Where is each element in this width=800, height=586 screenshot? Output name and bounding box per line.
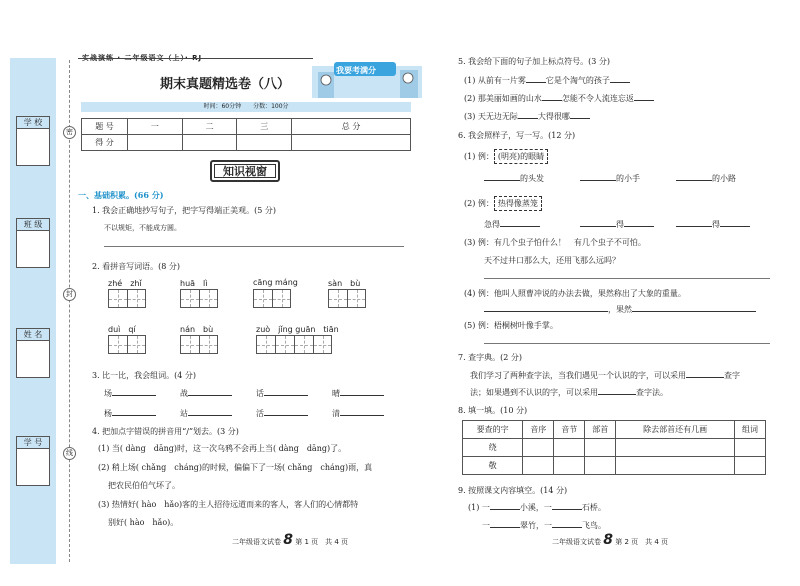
class-field[interactable]: [16, 218, 50, 268]
answer-blank[interactable]: [500, 226, 540, 227]
writing-box[interactable]: [253, 289, 272, 308]
writing-box[interactable]: [347, 289, 366, 308]
q3-item: [104, 408, 156, 419]
q2-prompt: 2. 看拼音写词语。(8 分): [92, 262, 181, 271]
q6-text: ，果然: [608, 305, 632, 314]
q6-1-item: [580, 173, 640, 184]
writing-box[interactable]: [275, 335, 294, 354]
dictionary-answer-cell[interactable]: [585, 439, 616, 457]
q6-1-example: [464, 149, 548, 164]
footer-prefix: 二年级语文试卷: [232, 538, 281, 546]
score-row-label: 得 分: [82, 135, 128, 151]
dictionary-char-cell: 绕: [463, 439, 523, 457]
q9-text: 小溪，一: [519, 503, 552, 512]
answer-blank[interactable]: [580, 180, 616, 181]
example-box: 热得像蒸笼: [494, 196, 542, 211]
q6-2-item: [580, 219, 654, 230]
binding-strip: [10, 58, 56, 564]
dictionary-answer-cell[interactable]: [734, 439, 765, 457]
q7-text: 查字: [724, 371, 740, 380]
q6-2-item: [676, 219, 750, 230]
q6-2-item: [484, 219, 540, 230]
q9-text: 一: [482, 521, 490, 530]
dictionary-answer-cell[interactable]: [616, 439, 735, 457]
q6-2-example: [464, 196, 542, 211]
writing-box[interactable]: [108, 335, 127, 354]
seal-mark-feng: 封: [63, 288, 76, 301]
writing-box[interactable]: [328, 289, 347, 308]
q9-text: 翠竹，一: [520, 521, 552, 530]
answer-blank[interactable]: [490, 509, 520, 510]
pinyin-label: zuò jǐng guān tiān: [256, 325, 339, 334]
score-cell[interactable]: [128, 135, 183, 151]
writing-box[interactable]: [256, 335, 275, 354]
q9-text: (1) 一: [468, 503, 490, 512]
answer-blank[interactable]: [112, 395, 156, 396]
seal-mark-xian: 线: [63, 447, 76, 460]
writing-box[interactable]: [313, 335, 332, 354]
dictionary-answer-cell[interactable]: [554, 457, 585, 475]
answer-blank[interactable]: [264, 395, 308, 396]
q4-item-3[interactable]: (3) 热情好( hào hǎo)客的主人招待远道而来的客人，客人们的心情都特: [98, 500, 359, 509]
score-header-cell: 总 分: [292, 119, 411, 135]
q4-item-2-cont: 把农民伯伯气坏了。: [108, 481, 180, 490]
dictionary-table: [462, 420, 766, 475]
q4-item-3-cont: 别好( hào hǎo)。: [108, 518, 179, 527]
q3-item: [256, 408, 308, 419]
punct-blank[interactable]: [542, 100, 562, 101]
punct-blank[interactable]: [526, 82, 546, 83]
q5-text: 它是个淘气的孩子: [545, 76, 610, 85]
score-cell[interactable]: [237, 135, 292, 151]
q5-prompt: 5. 我会给下面的句子加上标点符号。(3 分): [458, 57, 611, 66]
writing-box[interactable]: [180, 289, 199, 308]
writing-box[interactable]: [294, 335, 313, 354]
q3-item: [256, 388, 308, 399]
score-header-cell: 一: [128, 119, 183, 135]
q3-char: 场: [104, 389, 112, 398]
school-field[interactable]: [16, 116, 50, 166]
q3-prompt: 3. 比一比，我会组词。(4 分): [92, 371, 197, 380]
answer-blank[interactable]: [720, 226, 750, 227]
q7-line-2: [470, 387, 668, 398]
score-table: [81, 118, 411, 151]
q6-prompt: 6. 我会照样子，写一写。(12 分): [458, 131, 576, 140]
answer-blank[interactable]: [676, 180, 712, 181]
score-cell[interactable]: [292, 135, 411, 151]
footer-prefix: 二年级语文试卷: [552, 538, 601, 546]
q6-text: 的小路: [712, 174, 736, 183]
badge-text: 我要考满分: [336, 66, 376, 75]
answer-blank[interactable]: [676, 226, 712, 227]
answer-blank[interactable]: [580, 226, 616, 227]
score-table-header-row: [82, 119, 411, 135]
answer-blank[interactable]: [490, 527, 520, 528]
q5-text: (1) 从前有一片雾: [464, 76, 526, 85]
punct-blank[interactable]: [634, 100, 654, 101]
q3-item: [332, 388, 384, 399]
writing-box[interactable]: [199, 289, 218, 308]
punct-blank[interactable]: [610, 82, 630, 83]
q3-char: 活: [256, 409, 264, 418]
q5-item-3: [464, 111, 590, 122]
table-row: [463, 457, 766, 475]
q6-5-example: (5) 例：梧桐树叶像手掌。: [464, 321, 558, 330]
q7-line-1: [470, 370, 740, 381]
q5-text: 大得很哪: [537, 112, 570, 121]
writing-box[interactable]: [199, 335, 218, 354]
q3-item: [180, 388, 232, 399]
dictionary-header-cell: 组词: [734, 421, 765, 439]
q5-text: (2) 那美丽如画的山水: [464, 94, 542, 103]
table-row: [463, 439, 766, 457]
pinyin-group: [108, 324, 146, 354]
page-1-footer: [232, 532, 348, 548]
answer-blank[interactable]: [112, 415, 156, 416]
q5-text: 怎能不令人流连忘返: [561, 94, 634, 103]
student-id-label: 学 号: [17, 437, 49, 449]
q3-item: [180, 408, 232, 419]
section-banner-text: 知识视窗: [214, 164, 276, 178]
student-id-field[interactable]: [16, 436, 50, 486]
answer-blank[interactable]: [188, 395, 232, 396]
q7-text: 法；如果遇到不认识的字，可以采用: [470, 388, 598, 397]
q3-char: 清: [332, 409, 340, 418]
writing-box[interactable]: [180, 335, 199, 354]
q9-line-2: [482, 520, 606, 531]
header-rule: [78, 58, 313, 59]
footer-page-number: 第 1 页 共 4 页: [295, 538, 349, 546]
q7-text: 我们学习了两种查字法，当我们遇见一个认识的字，可以采用: [470, 371, 686, 380]
q8-prompt: 8. 填一填。(10 分): [458, 406, 528, 415]
pinyin-group: [180, 278, 218, 308]
pinyin-group: [108, 278, 146, 308]
dictionary-answer-cell[interactable]: [523, 439, 554, 457]
q4-prompt: 4. 把加点字错误的拼音用“/”划去。(3 分): [92, 427, 239, 436]
footer-number: 8: [283, 532, 293, 548]
q6-text: 得: [616, 220, 624, 229]
pinyin-label: cāng máng: [253, 278, 298, 287]
q6-label: (2) 例：: [464, 199, 494, 208]
q5-item-1: [464, 75, 630, 86]
q3-char: 杨: [104, 409, 112, 418]
q3-char: 战: [180, 389, 188, 398]
class-label: 班 级: [17, 219, 49, 231]
answer-blank[interactable]: [188, 415, 232, 416]
punct-blank[interactable]: [570, 118, 590, 119]
q1-prompt: 1. 我会正确地抄写句子，把字写得端正美观。(5 分): [92, 206, 277, 215]
q9-text: 飞鸟。: [582, 521, 606, 530]
pinyin-label: duì qí: [108, 325, 136, 334]
answer-blank[interactable]: [340, 415, 384, 416]
series-header: 实战演练 · 二年级语文（上）· RJ: [82, 54, 203, 62]
q1-answer-line[interactable]: [104, 246, 404, 247]
dictionary-answer-cell[interactable]: [616, 457, 735, 475]
school-label: 学 校: [17, 117, 49, 129]
q3-char: 站: [180, 409, 188, 418]
q6-3-answer-line[interactable]: [484, 278, 770, 279]
pinyin-label: nán bù: [180, 325, 214, 334]
q4-item-1[interactable]: (1) 当( dàng dāng)时，这一次乌鸦不会再上当( dàng dāng)了。: [98, 444, 347, 453]
pinyin-group: [256, 324, 339, 354]
q3-item: [332, 408, 384, 419]
pinyin-label: sàn bù: [328, 279, 361, 288]
footer-page-number: 第 2 页 共 4 页: [615, 538, 669, 546]
q3-char: 晴: [332, 389, 340, 398]
q7-prompt: 7. 查字典。(2 分): [458, 353, 523, 362]
q6-4-item: [484, 304, 756, 315]
dictionary-header-cell: 要查的字: [463, 421, 523, 439]
writing-box[interactable]: [272, 289, 291, 308]
q6-4-example: (4) 例：他叫人照曹冲说的办法去做，果然称出了大象的重量。: [464, 289, 686, 298]
answer-blank[interactable]: [552, 527, 582, 528]
dictionary-answer-cell[interactable]: [585, 457, 616, 475]
writing-box[interactable]: [127, 289, 146, 308]
pinyin-group: [328, 278, 366, 308]
q6-text: 急得: [484, 220, 500, 229]
answer-blank[interactable]: [598, 394, 636, 395]
q4-item-2[interactable]: (2) 稍上场( chǎng cháng)的时候，偏偏下了一场( chǎng cháng)雨，真: [98, 463, 373, 472]
punct-blank[interactable]: [518, 118, 538, 119]
q3-item: [104, 388, 156, 399]
q9-text: 石桥。: [581, 503, 606, 512]
footer-number: 8: [603, 532, 613, 548]
q5-text: (3) 天无边无际: [464, 112, 518, 121]
score-table-row: [82, 135, 411, 151]
answer-blank[interactable]: [340, 395, 384, 396]
name-label: 姓 名: [17, 329, 49, 341]
q9-prompt: 9. 按照课文内容填空。(14 分): [458, 486, 568, 495]
answer-blank[interactable]: [484, 311, 608, 312]
q7-text: 查字法。: [636, 388, 668, 397]
q3-char: 话: [256, 389, 264, 398]
dictionary-answer-cell[interactable]: [523, 457, 554, 475]
section-banner: [210, 160, 280, 182]
answer-blank[interactable]: [632, 311, 756, 312]
pinyin-group: [180, 324, 218, 354]
section-1-heading: 一、基础积累。(66 分): [78, 190, 164, 200]
dictionary-table-header: [463, 421, 766, 439]
example-box: (明亮)的眼睛: [494, 149, 548, 164]
q6-text: 得: [712, 220, 720, 229]
q6-1-item: [484, 173, 544, 184]
pinyin-label: huā lì: [180, 279, 208, 288]
dictionary-char-cell: 敬: [463, 457, 523, 475]
dictionary-header-cell: 除去部首还有几画: [616, 421, 735, 439]
time-score-info: 时间：60分钟 分数：100分: [81, 102, 411, 112]
score-header-cell: 二: [182, 119, 237, 135]
dictionary-header-cell: 音节: [554, 421, 585, 439]
q6-3-example: (3) 例：有几个虫子怕什么！ 有几个虫子不可怕。: [464, 238, 646, 247]
dictionary-answer-cell[interactable]: [554, 439, 585, 457]
answer-blank[interactable]: [552, 509, 582, 510]
seal-mark-mi: 密: [63, 126, 76, 139]
q6-label: (1) 例：: [464, 152, 494, 161]
score-header-cell: 题 号: [82, 119, 128, 135]
answer-blank[interactable]: [624, 226, 654, 227]
answer-blank[interactable]: [484, 180, 520, 181]
dictionary-answer-cell[interactable]: [734, 457, 765, 475]
page-2-footer: [552, 532, 668, 548]
q6-text: 的小手: [616, 174, 640, 183]
q6-5-answer-line[interactable]: [484, 343, 770, 344]
name-field[interactable]: [16, 328, 50, 378]
dictionary-header-cell: 部首: [585, 421, 616, 439]
answer-blank[interactable]: [686, 377, 724, 378]
pinyin-group: [253, 278, 298, 308]
dictionary-header-cell: 音序: [523, 421, 554, 439]
score-header-cell: 三: [237, 119, 292, 135]
q1-sentence: 不以规矩，不能成方圆。: [104, 224, 181, 232]
q6-text: 的头发: [520, 174, 544, 183]
answer-blank[interactable]: [264, 415, 308, 416]
pinyin-label: zhé zhǐ: [108, 279, 142, 288]
exam-title: 期末真题精选卷（八）: [160, 77, 291, 92]
q9-line-1: [468, 502, 606, 513]
q5-item-2: [464, 93, 654, 104]
writing-box[interactable]: [108, 289, 127, 308]
writing-box[interactable]: [127, 335, 146, 354]
score-cell[interactable]: [182, 135, 237, 151]
q6-3-sentence: 天不过井口那么大，还用飞那么远吗？: [484, 256, 620, 265]
q6-1-item: [676, 173, 736, 184]
